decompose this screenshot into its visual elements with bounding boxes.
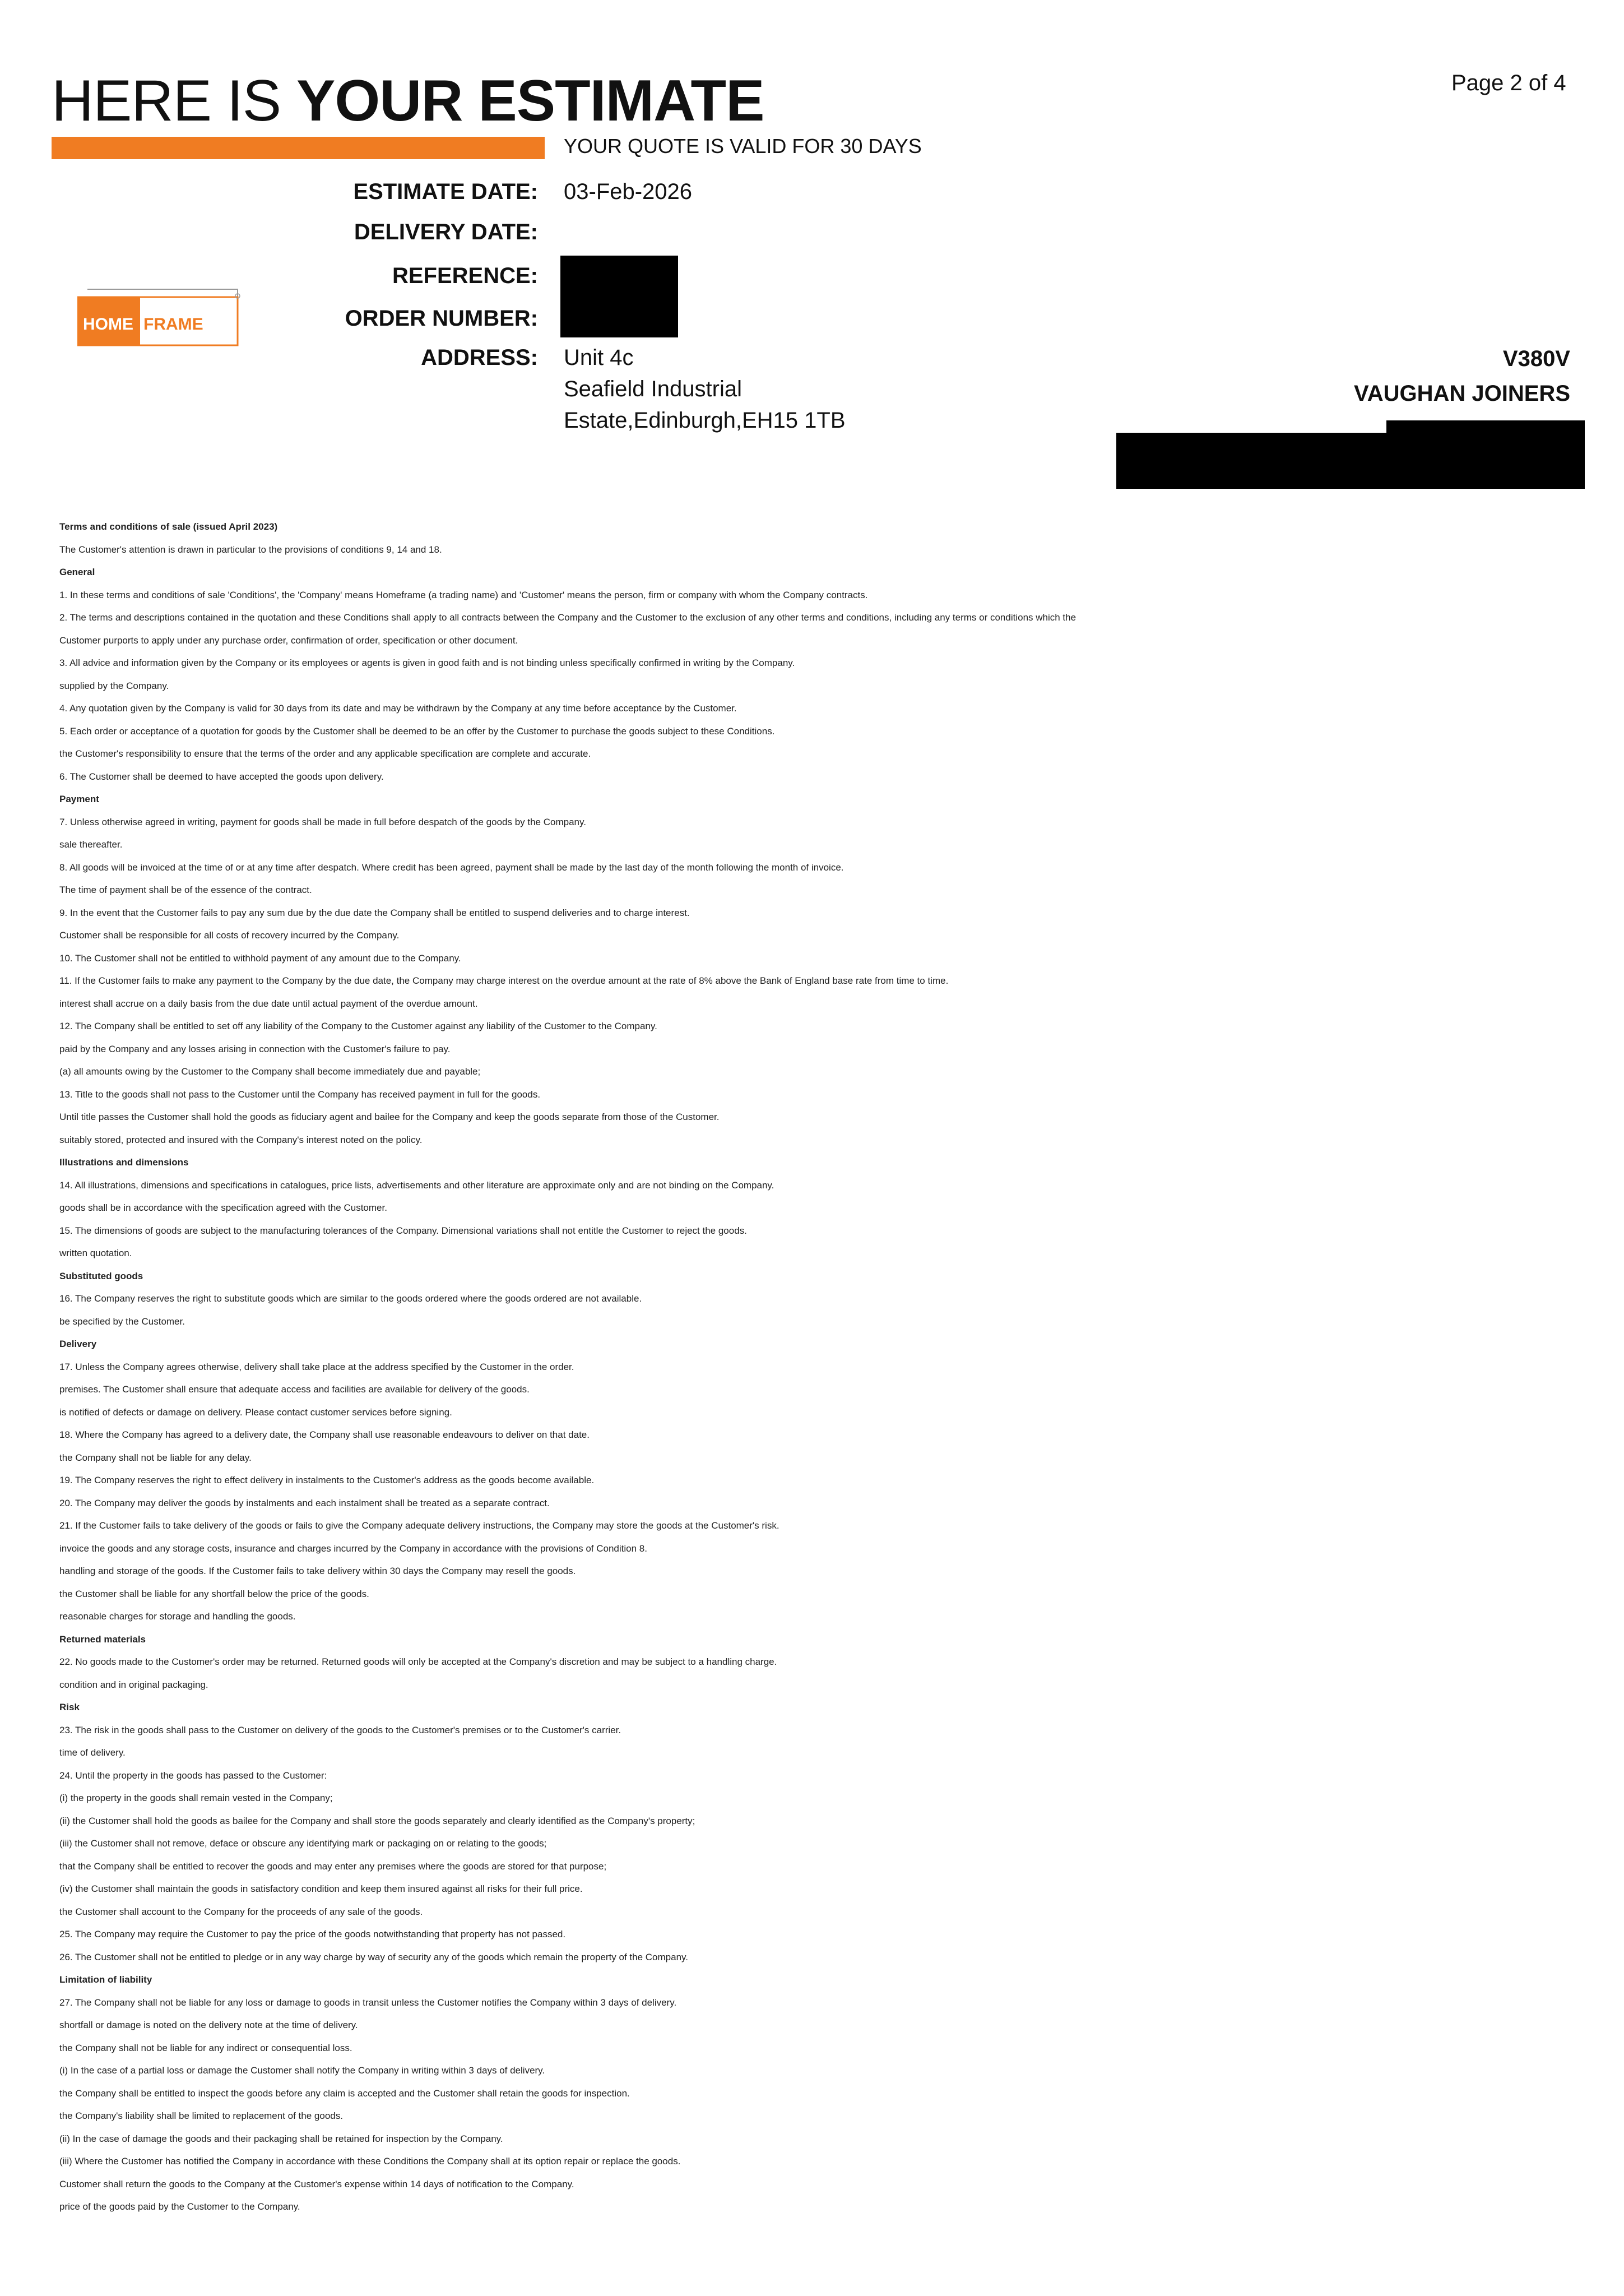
- logo-text-home: HOME: [83, 315, 133, 334]
- terms-line: the Customer's responsibility to ensure that the terms of the order and any applicable specification are complete and accurate.: [59, 748, 591, 759]
- terms-line: that the Company shall be entitled to recover the goods and may enter any premises where the goods are stored for that purpose;: [59, 1860, 607, 1872]
- terms-heading: Risk: [59, 1702, 80, 1712]
- terms-line: paid by the Company and any losses arising in connection with the Customer's failure to pay.: [59, 1043, 451, 1054]
- accent-bar: [52, 137, 545, 159]
- terms-line: (i) the property in the goods shall remain vested in the Company;: [59, 1793, 333, 1803]
- terms-line: 9. In the event that the Customer fails to pay any sum due by the due date the Company shall be entitled to suspend deliveries and to charge interest.: [59, 907, 690, 918]
- terms-heading: Limitation of liability: [59, 1974, 152, 1985]
- address-line-1: Unit 4c: [564, 345, 634, 370]
- document-title: [52, 68, 764, 133]
- terms-line: (i) In the case of a partial loss or damage the Customer shall notify the Company in writing within 3 days of delivery.: [59, 2065, 545, 2076]
- terms-line: 5. Each order or acceptance of a quotation for goods by the Customer shall be deemed to be an offer by the Customer to purchase the goods subject to these Conditions.: [59, 725, 775, 737]
- terms-line: sale thereafter.: [59, 839, 123, 850]
- terms-line: price of the goods paid by the Customer to the Company.: [59, 2201, 300, 2212]
- terms-line: 8. All goods will be invoiced at the time of or at any time after despatch. Where credit has been agreed, payment shall be made by the last day of the month following the month of invoice.: [59, 862, 844, 873]
- terms-line: premises. The Customer shall ensure that adequate access and facilities are available for delivery of the goods.: [59, 1384, 530, 1395]
- order-number-label: ORDER NUMBER:: [345, 306, 538, 331]
- terms-line: 14. All illustrations, dimensions and specifications in catalogues, price lists, advertisements and other literature are approximate only and are not binding on the Company.: [59, 1179, 774, 1191]
- terms-heading: Delivery: [59, 1339, 97, 1349]
- terms-line: 10. The Customer shall not be entitled to withhold payment of any amount due to the Company.: [59, 952, 461, 964]
- terms-line: Until title passes the Customer shall hold the goods as fiduciary agent and bailee for the Company and keep the goods separate from those of the Customer.: [59, 1112, 720, 1122]
- terms-line: written quotation.: [59, 1248, 132, 1258]
- title-part-normal: HERE IS: [52, 68, 296, 133]
- terms-line: 19. The Company reserves the right to effect delivery in instalments to the Customer's address as the goods become available.: [59, 1475, 595, 1485]
- terms-line: the Company shall not be liable for any indirect or consequential loss.: [59, 2042, 352, 2053]
- terms-line: 2. The terms and descriptions contained in the quotation and these Conditions shall apply to all contracts between the Company and the Customer to the exclusion of any other terms and conditions, including any terms or conditions which the: [59, 612, 1077, 623]
- terms-line: condition and in original packaging.: [59, 1679, 208, 1690]
- address-label: ADDRESS:: [421, 345, 538, 370]
- validity-note: YOUR QUOTE IS VALID FOR 30 DAYS: [564, 135, 922, 158]
- terms-line: reasonable charges for storage and handling the goods.: [59, 1611, 296, 1622]
- terms-line: 15. The dimensions of goods are subject to the manufacturing tolerances of the Company. Dimensional variations shall not entitle the Customer to reject the goods.: [59, 1225, 747, 1236]
- terms-line: 21. If the Customer fails to take delivery of the goods or fails to give the Company adequate delivery instructions, the Company may store the goods at the Customer's risk.: [59, 1520, 779, 1531]
- delivery-date-label: DELIVERY DATE:: [354, 220, 538, 244]
- redacted-reference: [560, 256, 678, 337]
- terms-line: 17. Unless the Company agrees otherwise, delivery shall take place at the address specified by the Customer in the order.: [59, 1361, 574, 1372]
- terms-line: be specified by the Customer.: [59, 1316, 185, 1327]
- terms-line: the Company's liability shall be limited to replacement of the goods.: [59, 2110, 343, 2121]
- terms-line: (iii) Where the Customer has notified the Company in accordance with these Conditions the Company shall at its option repair or replace the goods.: [59, 2156, 681, 2167]
- terms-line: 1. In these terms and conditions of sale 'Conditions', the 'Company' means Homeframe (a trading name) and 'Customer' means the person, firm or company with whom the Company contracts.: [59, 589, 868, 600]
- terms-line: (ii) In the case of damage the goods and their packaging shall be retained for inspection by the Company.: [59, 2133, 503, 2144]
- terms-line: (iii) the Customer shall not remove, deface or obscure any identifying mark or packaging on or relating to the goods;: [59, 1838, 547, 1849]
- redacted-vendor-details: [1116, 433, 1585, 489]
- terms-line: Customer purports to apply under any purchase order, confirmation of order, specification or other document.: [59, 635, 518, 646]
- terms-line: supplied by the Company.: [59, 680, 169, 691]
- terms-line: suitably stored, protected and insured with the Company's interest noted on the policy.: [59, 1134, 423, 1145]
- terms-line: shortfall or damage is noted on the delivery note at the time of delivery.: [59, 2020, 358, 2030]
- terms-line: Customer shall be responsible for all costs of recovery incurred by the Company.: [59, 930, 400, 941]
- terms-line: 20. The Company may deliver the goods by instalments and each instalment shall be treated as a separate contract.: [59, 1497, 550, 1508]
- terms-line: 12. The Company shall be entitled to set off any liability of the Company to the Customer against any liability of the Customer to the Company.: [59, 1021, 657, 1031]
- terms-line: Customer shall return the goods to the Company at the Customer's expense within 14 days of notification to the Company.: [59, 2178, 574, 2189]
- terms-line: 25. The Company may require the Customer to pay the price of the goods notwithstanding that property has not passed.: [59, 1929, 566, 1939]
- terms-line: 3. All advice and information given by the Company or its employees or agents is given in good faith and is not binding unless specifically confirmed in writing by the Company.: [59, 658, 795, 668]
- terms-line: is notified of defects or damage on delivery. Please contact customer services before signing.: [59, 1406, 452, 1418]
- terms-line: goods shall be in accordance with the specification agreed with the Customer.: [59, 1202, 387, 1213]
- terms-line: interest shall accrue on a daily basis from the due date until actual payment of the overdue amount.: [59, 998, 478, 1009]
- terms-line: (a) all amounts owing by the Customer to the Company shall become immediately due and payable;: [59, 1066, 481, 1077]
- terms-line: 7. Unless otherwise agreed in writing, payment for goods shall be made in full before despatch of the goods by the Company.: [59, 816, 586, 827]
- terms-line: 4. Any quotation given by the Company is valid for 30 days from its date and may be withdrawn by the Company at any time before acceptance by the Customer.: [59, 703, 737, 714]
- terms-heading: Terms and conditions of sale (issued April 2023): [59, 521, 278, 532]
- terms-line: 27. The Company shall not be liable for any loss or damage to goods in transit unless the Customer notifies the Company within 3 days of delivery.: [59, 1997, 677, 2008]
- estimate-date-label: ESTIMATE DATE:: [353, 179, 538, 204]
- vendor-name: VAUGHAN JOINERS: [1354, 381, 1570, 406]
- terms-line: handling and storage of the goods. If the Customer fails to take delivery within 30 days the Company may resell the goods.: [59, 1566, 576, 1576]
- terms-line: The time of payment shall be of the essence of the contract.: [59, 885, 312, 895]
- terms-and-conditions: [59, 516, 1292, 2219]
- logo-text-frame: FRAME: [143, 315, 203, 334]
- terms-line: 13. Title to the goods shall not pass to the Customer until the Company has received payment in full for the goods.: [59, 1089, 541, 1100]
- terms-heading: Returned materials: [59, 1633, 146, 1645]
- page-number: Page 2 of 4: [1451, 71, 1566, 95]
- terms-line: 6. The Customer shall be deemed to have accepted the goods upon delivery.: [59, 771, 384, 782]
- terms-line: the Customer shall be liable for any shortfall below the price of the goods.: [59, 1588, 369, 1599]
- estimate-date-value: 03-Feb-2026: [564, 179, 693, 204]
- terms-line: time of delivery.: [59, 1747, 126, 1758]
- terms-line: 22. No goods made to the Customer's order may be returned. Returned goods will only be accepted at the Company's discretion and may be subject to a handling charge.: [59, 1656, 777, 1667]
- terms-line: 23. The risk in the goods shall pass to the Customer on delivery of the goods to the Customer's premises or to the Customer's carrier.: [59, 1724, 621, 1735]
- terms-heading: Substituted goods: [59, 1270, 143, 1281]
- address-line-3: Estate,Edinburgh,EH15 1TB: [564, 408, 846, 433]
- terms-line: the Customer shall account to the Company for the proceeds of any sale of the goods.: [59, 1906, 423, 1917]
- terms-heading: Payment: [59, 794, 99, 804]
- vendor-code: V380V: [1502, 346, 1570, 371]
- terms-line: (iv) the Customer shall maintain the goods in satisfactory condition and keep them insured against all risks for their full price.: [59, 1883, 583, 1894]
- terms-line: The Customer's attention is drawn in particular to the provisions of conditions 9, 14 and 18.: [59, 544, 442, 555]
- terms-heading: Illustrations and dimensions: [59, 1157, 189, 1168]
- terms-line: 18. Where the Company has agreed to a delivery date, the Company shall use reasonable endeavours to deliver on that date.: [59, 1429, 590, 1440]
- terms-line: invoice the goods and any storage costs, insurance and charges incurred by the Company in accordance with the provisions of Condition 8.: [59, 1543, 647, 1554]
- terms-line: (ii) the Customer shall hold the goods as bailee for the Company and shall store the goods separately and clearly identified as the Company's property;: [59, 1815, 695, 1826]
- terms-line: 26. The Customer shall not be entitled to pledge or in any way charge by way of security any of the goods which remain the property of the Company.: [59, 1951, 688, 1962]
- terms-line: 24. Until the property in the goods has passed to the Customer:: [59, 1770, 327, 1781]
- terms-line: the Company shall be entitled to inspect the goods before any claim is accepted and the Customer shall retain the goods for inspection.: [59, 2087, 630, 2099]
- terms-line: 11. If the Customer fails to make any payment to the Company by the due date, the Company may charge interest on the overdue amount at the rate of 8% above the Bank of England base rate from time to time.: [59, 975, 949, 986]
- address-line-2: Seafield Industrial: [564, 377, 742, 401]
- title-part-bold: YOUR ESTIMATE: [296, 68, 764, 133]
- terms-heading: General: [59, 567, 95, 577]
- homeframe-logo: [77, 286, 248, 348]
- terms-line: the Company shall not be liable for any delay.: [59, 1452, 252, 1463]
- terms-line: 16. The Company reserves the right to substitute goods which are similar to the goods ordered where the goods ordered are not available.: [59, 1293, 642, 1304]
- reference-label: REFERENCE:: [392, 263, 538, 288]
